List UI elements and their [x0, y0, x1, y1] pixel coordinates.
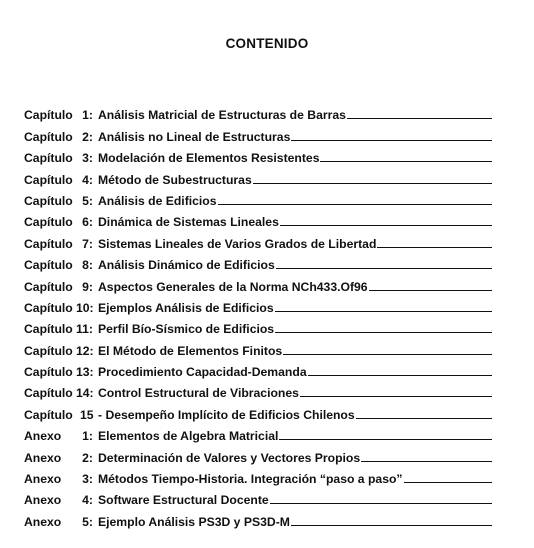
entry-number: 4:	[82, 493, 93, 508]
toc-entry-capitulo-14[interactable]	[24, 379, 492, 400]
toc-entry-capitulo-9[interactable]	[24, 272, 492, 293]
entry-prefix: Anexo	[24, 514, 62, 529]
entry-title: Software Estructural Docente	[98, 493, 269, 508]
entry-title: Determinación de Valores y Vectores Propios	[98, 450, 361, 465]
entry-number: 7:	[82, 236, 93, 251]
leader-line	[275, 332, 492, 333]
entry-title: Perfil Bío-Sísmico de Edificios	[98, 322, 275, 337]
toc-entry-anexo-3[interactable]	[24, 465, 492, 486]
entry-prefix: Capítulo	[24, 215, 73, 230]
leader-line	[377, 247, 492, 248]
entry-title: Método de Subestructuras	[98, 172, 252, 187]
entry-title: Métodos Tiempo-Historia. Integración “paso a paso”	[98, 472, 403, 487]
leader-line	[280, 225, 492, 226]
toc-entry-capitulo-6[interactable]	[24, 208, 492, 229]
entry-number: 2:	[82, 450, 93, 465]
leader-line	[320, 161, 492, 162]
entry-number: 3:	[82, 472, 93, 487]
entry-number: 12:	[76, 343, 94, 358]
leader-line	[404, 482, 492, 483]
leader-line	[291, 140, 492, 141]
leader-line	[253, 183, 492, 184]
entry-prefix: Capítulo	[24, 279, 73, 294]
entry-number: 4:	[82, 172, 93, 187]
leader-line	[291, 525, 492, 526]
entry-title: Ejemplo Análisis PS3D y PS3D-M	[98, 514, 290, 529]
toc-entry-capitulo-12[interactable]	[24, 336, 492, 357]
entry-prefix: Capítulo	[24, 172, 73, 187]
entry-number: 8:	[82, 258, 93, 273]
entry-title: Elementos de Algebra Matricial	[98, 429, 279, 444]
entry-title: Modelación de Elementos Resistentes	[98, 151, 320, 166]
entry-number: 2:	[82, 129, 93, 144]
toc-entry-capitulo-1[interactable]	[24, 101, 492, 122]
entry-prefix: Capítulo	[24, 108, 73, 123]
entry-prefix: Capítulo	[24, 129, 73, 144]
toc-entry-capitulo-8[interactable]	[24, 251, 492, 272]
entry-title: Dinámica de Sistemas Lineales	[98, 215, 279, 230]
entry-prefix: Capítulo	[24, 365, 73, 380]
toc-entry-anexo-5[interactable]	[24, 507, 492, 528]
leader-line	[279, 439, 492, 440]
entry-title: Control Estructural de Vibraciones	[98, 386, 299, 401]
entry-prefix: Anexo	[24, 450, 62, 465]
entry-title: Análisis Matricial de Estructuras de Barras	[98, 108, 346, 123]
leader-line	[356, 418, 492, 419]
entry-title: Análisis Dinámico de Edificios	[98, 258, 275, 273]
toc-entry-anexo-1[interactable]	[24, 422, 492, 443]
page-title: CONTENIDO	[225, 36, 309, 51]
toc-entry-capitulo-11[interactable]	[24, 315, 492, 336]
leader-line	[270, 503, 492, 504]
toc-entry-capitulo-2[interactable]	[24, 122, 492, 143]
entry-number: 5:	[82, 193, 93, 208]
leader-line	[276, 268, 492, 269]
entry-number: 9:	[82, 279, 93, 294]
toc-entry-capitulo-10[interactable]	[24, 294, 492, 315]
entry-title: Sistemas Lineales de Varios Grados de Libertad	[98, 236, 377, 251]
entry-number: 1:	[82, 429, 93, 444]
entry-title: Procedimiento Capacidad-Demanda	[98, 365, 307, 380]
toc-entry-capitulo-5[interactable]	[24, 187, 492, 208]
leader-line	[283, 354, 492, 355]
entry-number: 11:	[76, 322, 93, 337]
entry-number: 15	[80, 407, 94, 422]
leader-line	[275, 311, 492, 312]
toc-entry-capitulo-15[interactable]	[24, 400, 492, 421]
leader-line	[308, 375, 492, 376]
leader-line	[369, 290, 492, 291]
entry-number: 6:	[82, 215, 93, 230]
table-of-contents	[24, 101, 492, 529]
leader-line	[347, 118, 492, 119]
entry-number: 1:	[82, 108, 93, 123]
entry-prefix: Capítulo	[24, 151, 73, 166]
entry-number: 5:	[82, 514, 93, 529]
leader-line	[300, 396, 492, 397]
toc-entry-capitulo-13[interactable]	[24, 358, 492, 379]
entry-prefix: Capítulo	[24, 343, 73, 358]
entry-prefix: Capítulo	[24, 258, 73, 273]
entry-prefix: Capítulo	[24, 236, 73, 251]
toc-entry-capitulo-7[interactable]	[24, 229, 492, 250]
entry-number: 14:	[76, 386, 94, 401]
leader-line	[361, 461, 492, 462]
toc-entry-anexo-2[interactable]	[24, 443, 492, 464]
entry-title: Análisis no Lineal de Estructuras	[98, 129, 291, 144]
entry-prefix: Capítulo	[24, 407, 73, 422]
entry-title: Análisis de Edificios	[98, 193, 217, 208]
toc-entry-capitulo-3[interactable]	[24, 144, 492, 165]
entry-prefix: Capítulo	[24, 300, 73, 315]
entry-number: 13:	[76, 365, 94, 380]
toc-entry-anexo-4[interactable]	[24, 486, 492, 507]
entry-title: El Método de Elementos Finitos	[98, 343, 283, 358]
entry-title: - Desempeño Implícito de Edificios Chilenos	[98, 407, 355, 422]
leader-line	[218, 204, 492, 205]
entry-number: 10:	[76, 300, 94, 315]
entry-number: 3:	[82, 151, 93, 166]
entry-title: Aspectos Generales de la Norma NCh433.Of96	[98, 279, 368, 294]
entry-prefix: Capítulo	[24, 322, 73, 337]
entry-prefix: Anexo	[24, 429, 62, 444]
entry-prefix: Capítulo	[24, 193, 73, 208]
entry-prefix: Anexo	[24, 472, 62, 487]
toc-entry-capitulo-4[interactable]	[24, 165, 492, 186]
entry-prefix: Anexo	[24, 493, 62, 508]
entry-prefix: Capítulo	[24, 386, 73, 401]
entry-title: Ejemplos Análisis de Edificios	[98, 300, 274, 315]
